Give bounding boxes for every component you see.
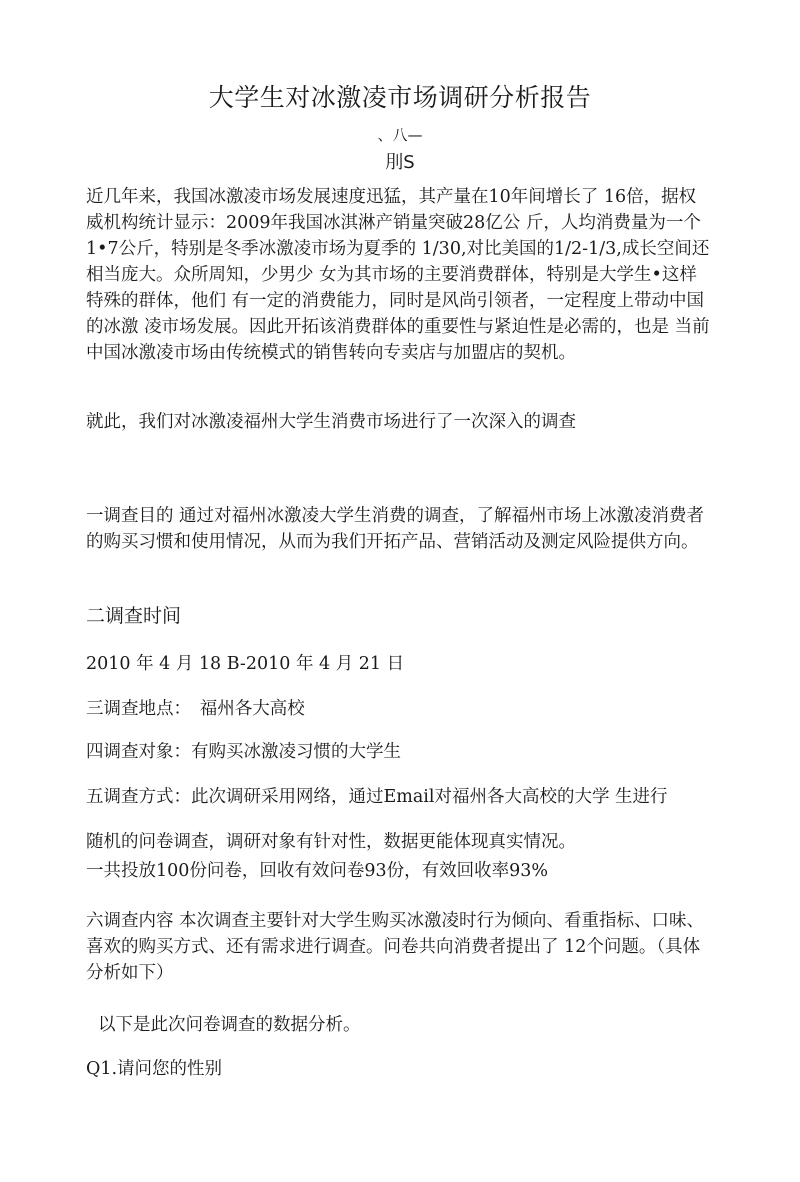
intro-paragraph: 近几年来，我国冰激凌市场发展速度迅猛，其产量在10年间增长了 16倍，据权威机构统计显示：2009年我国冰淇淋产销量突破28亿公 斤，人均消费量为一个1•7公斤，特别是冬季冰激凌市场为夏季的 1/30,对比美国的1/2-1/3,成长空间还相当庞大。众所周知，少男少 女为其市场的主要消费群体，特别是大学生•这样特殊的群体，他们 有一定的消费能力，同时是风尚引领者，一定程度上带动中国的冰激 凌市场发展。因此开拓该消费群体的重要性与紧迫性是必需的，也是 当前中国冰激凌市场由传统模式的销售转向专卖店与加盟店的契机。	[86, 187, 710, 363]
section-time-date: 2010 年 4 月 18 B-2010 年 4 月 21 日	[86, 654, 405, 674]
section-time-heading: 二调查时间	[86, 605, 182, 627]
section-method-line-2: 随机的问卷调查，调研对象有针对性，数据更能体现真实情况。	[86, 832, 576, 852]
intro-followup: 就此，我们对冰激凌福州大学生消费市场进行了一次深入的调查	[86, 412, 576, 432]
section-content: 六调查内容 本次调查主要针对大学生购买冰激凌时行为倾向、看重指标、口味、 喜欢的购买方式、还有需求进行调查。问卷共向消费者提出了 12个问题。（具体分析如下）	[86, 911, 705, 983]
subtitle-line-1: 、八—	[377, 126, 423, 144]
section-method-line-1: 五调查方式：此次调研采用网络，通过Email对福州各大高校的大学 生进行	[86, 787, 668, 807]
section-purpose: 一调查目的 通过对福州冰激凌大学生消费的调查，了解福州市场上冰激凌消费者 的购买习惯和使用情况，从而为我们开拓产品、营销活动及测定风险提供方向。	[86, 506, 705, 552]
section-target: 四调查对象：有购买冰激凌习惯的大学生	[86, 742, 401, 762]
question-1: Q1.请问您的性别	[86, 1059, 223, 1079]
subtitle-line-2: 刖S	[385, 152, 415, 173]
document-title: 大学生对冰激凌市场调研分析报告	[208, 83, 592, 112]
section-location: 三调查地点： 福州各大高校	[86, 699, 305, 719]
analysis-intro: 以下是此次问卷调查的数据分析。	[98, 1015, 361, 1035]
section-method-line-3: 一共投放100份问卷，回收有效问卷93份，有效回收率93%	[86, 861, 549, 881]
